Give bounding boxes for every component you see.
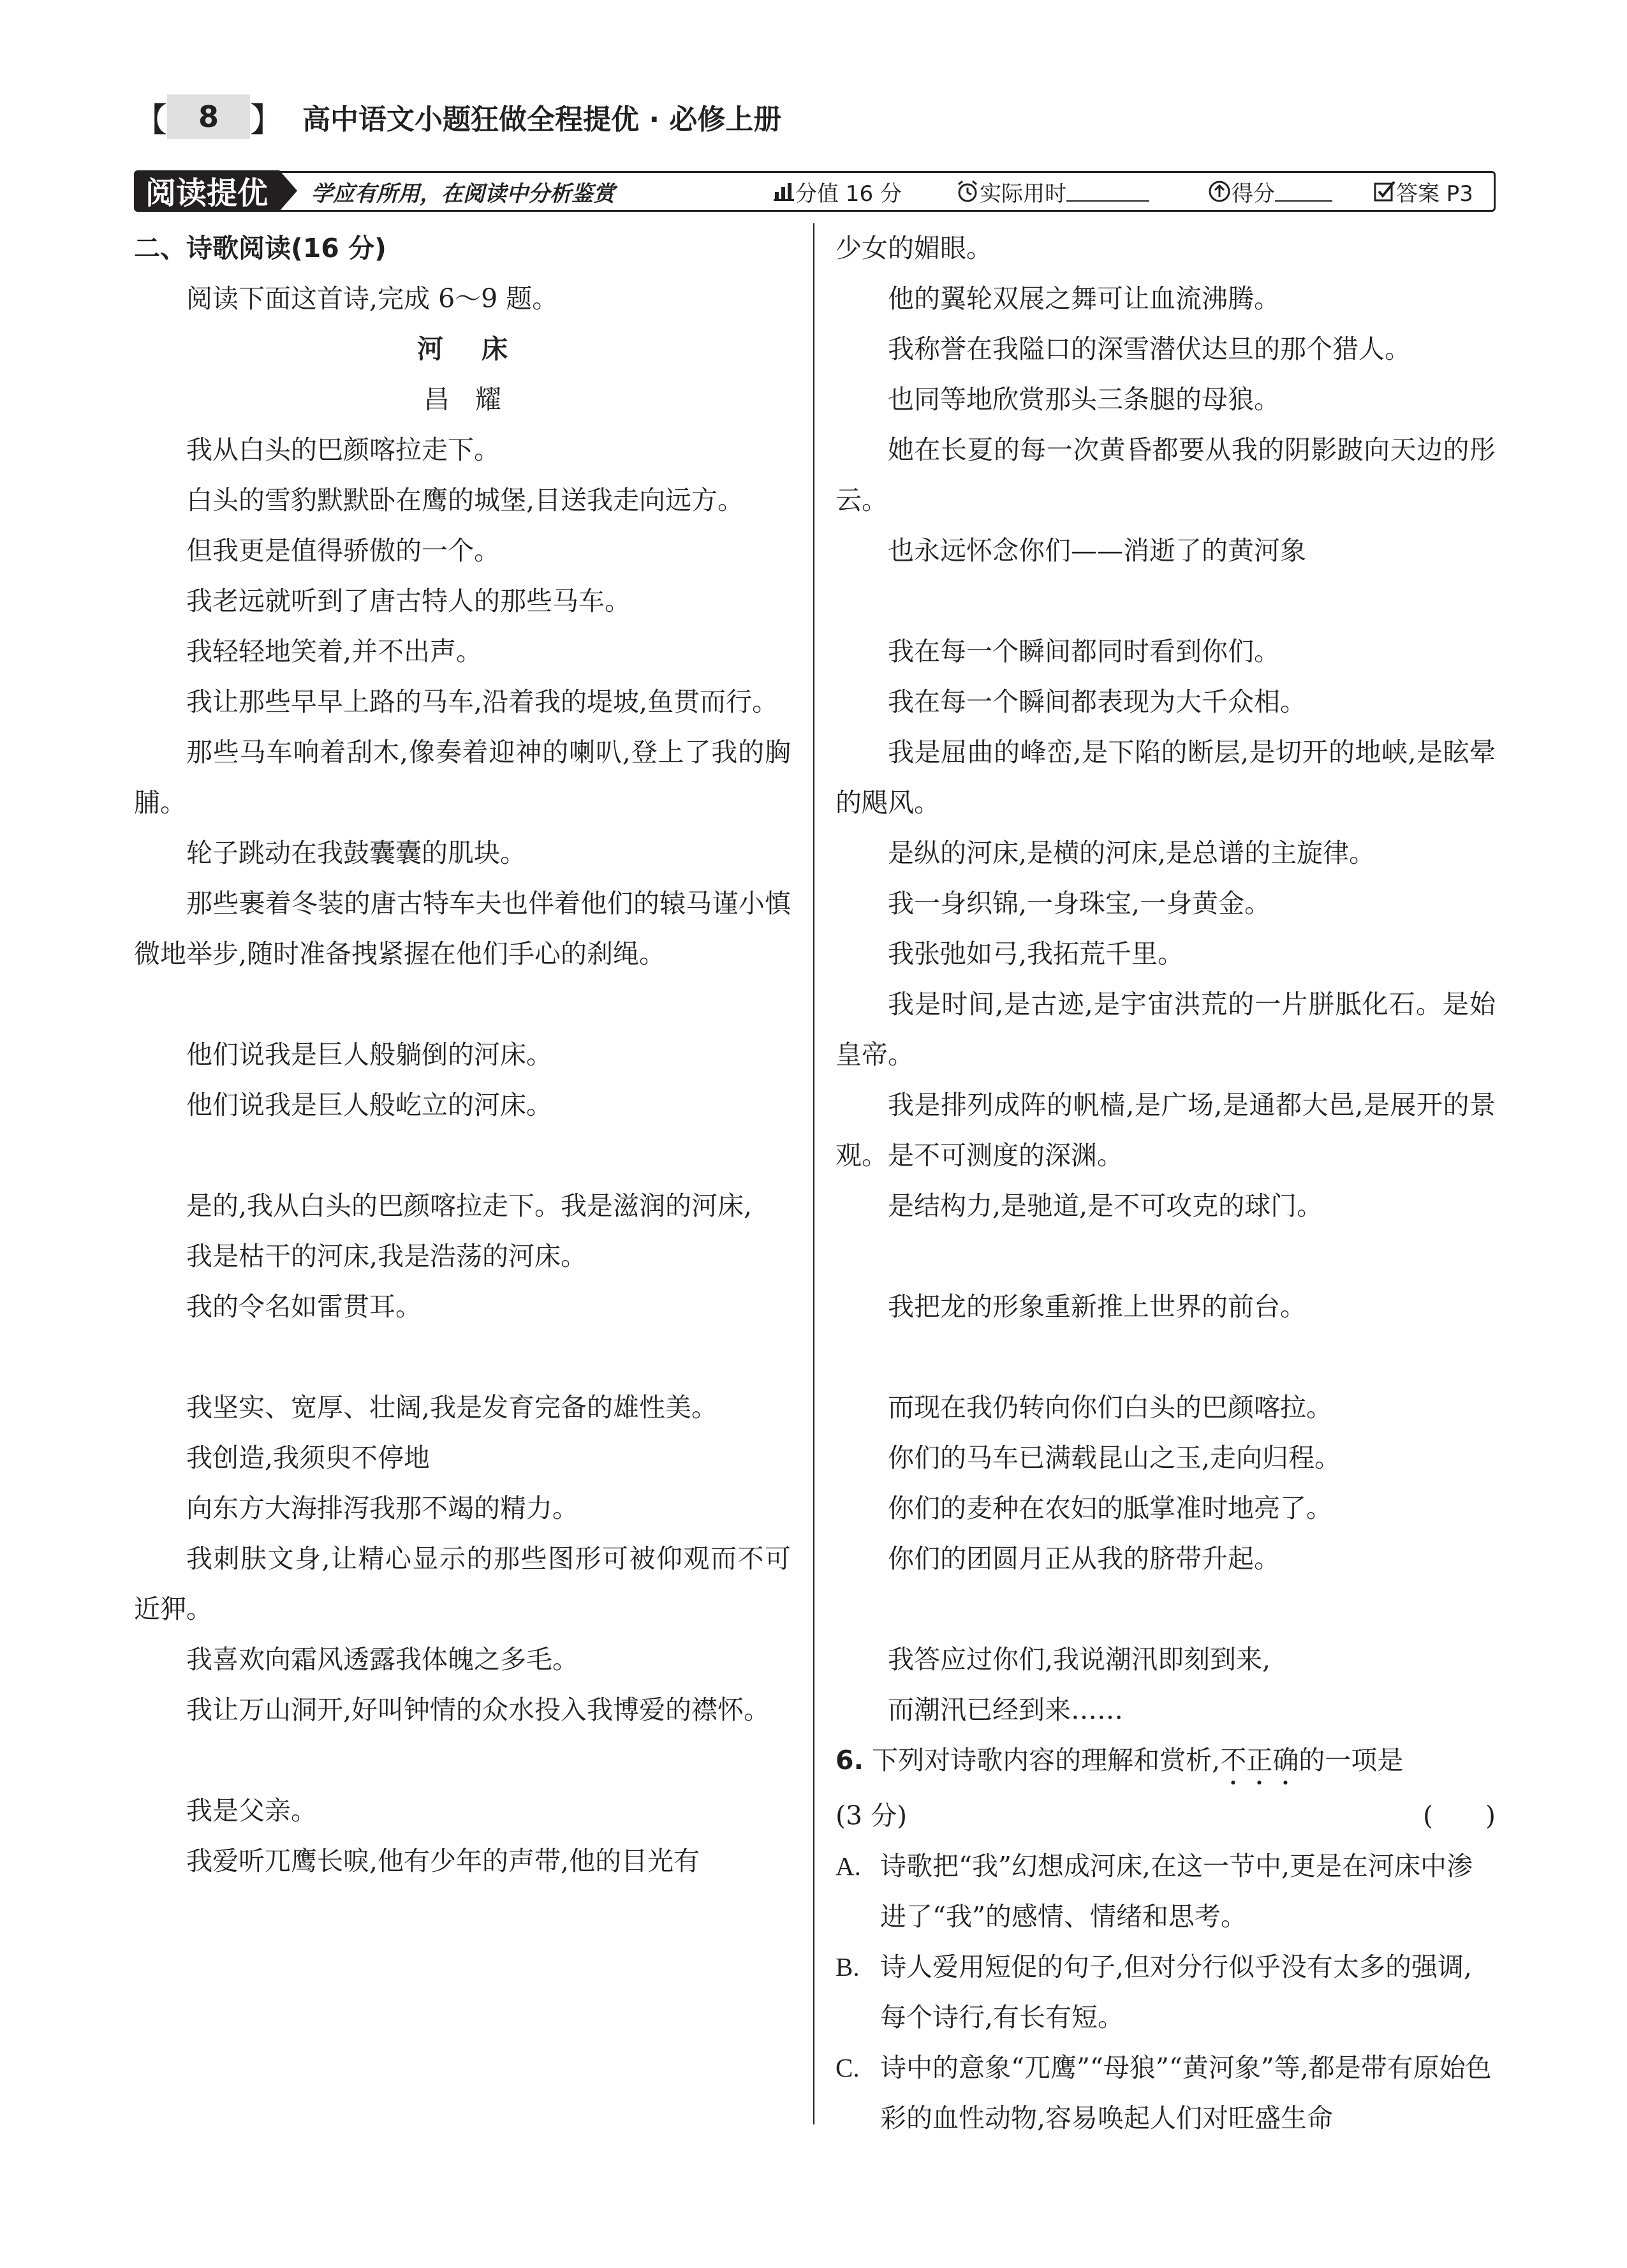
question-stem-after: 的一项是 [1299, 1745, 1404, 1775]
poem-line: 轮子跳动在我鼓囊囊的肌块。 [186, 838, 526, 868]
poem-line: 我让万山洞开,好叫钟情的众水投入我博爱的襟怀。 [186, 1694, 770, 1725]
poem-line: 我是排列成阵的帆樯,是广场,是通都大邑,是展开的景观。是不可测度的深渊。 [836, 1090, 1496, 1171]
banner-badge: 阅读提优 [134, 170, 279, 211]
score-got-blank[interactable] [1275, 181, 1332, 202]
poem-line: 我张弛如弓,我拓荒千里。 [888, 938, 1184, 969]
time-used-blank[interactable] [1066, 181, 1149, 202]
poem-line: 我从白头的巴颜喀拉走下。 [186, 434, 500, 465]
left-column [134, 223, 791, 1886]
poem-title: 河床 [417, 334, 546, 364]
poem-line: 是纵的河床,是横的河床,是总谱的主旋律。 [888, 838, 1376, 868]
poem-line: 我喜欢向霜风透露我体魄之多毛。 [186, 1644, 578, 1675]
checkbox-icon [1373, 180, 1396, 203]
question-stem-before: 下列对诗歌内容的理解和赏析, [872, 1745, 1221, 1775]
question-score: (3 分) [836, 1800, 908, 1831]
poem-line: 我的令名如雷贯耳。 [186, 1291, 422, 1322]
poem-line: 我答应过你们,我说潮汛即刻到来, [888, 1644, 1271, 1675]
option-a[interactable] [836, 1841, 1496, 1942]
question-6-stem [836, 1735, 1496, 1791]
up-arrow-circle-icon [1207, 179, 1232, 204]
option-b[interactable] [836, 1942, 1496, 2043]
poem-line: 她在长夏的每一次黄昏都要从我的阴影跛向天边的彤云。 [836, 434, 1496, 515]
time-used-label: 实际用时 [980, 181, 1066, 207]
score-value-text: 分值 16 分 [795, 181, 902, 207]
poem-line: 是的,我从白头的巴颜喀拉走下。我是滋润的河床, [186, 1190, 753, 1221]
poem-line: 那些裹着冬装的唐古特车夫也伴着他们的辕马谨小慎微地举步,随时准备拽紧握在他们手心的刹绳。 [134, 888, 791, 969]
poem-line: 我是枯干的河床,我是浩荡的河床。 [186, 1241, 587, 1271]
poem-line: 是结构力,是驰道,是不可攻克的球门。 [888, 1190, 1323, 1221]
stanza-gap [134, 979, 791, 1030]
poem-line: 我爱听兀鹰长唳,他有少年的声带,他的目光有 [186, 1846, 700, 1876]
question-number: 6. [836, 1745, 864, 1775]
question-stem-emphasis: 不正确 [1220, 1745, 1299, 1775]
poem-line: 少女的媚眼。 [836, 233, 992, 263]
poem-line: 我让那些早早上路的马车,沿着我的堤坡,鱼贯而行。 [186, 686, 779, 717]
option-text: 诗歌把“我”幻想成河床,在这一节中,更是在河床中渗进了“我”的感情、情绪和思考。 [880, 1851, 1473, 1932]
poem-line: 而现在我仍转向你们白头的巴颜喀拉。 [888, 1392, 1332, 1423]
poem-line: 我在每一个瞬间都表现为大千众相。 [888, 686, 1306, 717]
book-title: 高中语文小题狂做全程提优 · 必修上册 [302, 103, 782, 136]
stanza-gap [836, 1231, 1496, 1282]
option-text: 诗中的意象“兀鹰”“母狼”“黄河象”等,都是带有原始色彩的血性动物,容易唤起人们对旺盛生命 [880, 2052, 1492, 2133]
right-bracket: 】 [250, 101, 284, 140]
poem-line: 白头的雪豹默默卧在鹰的城堡,目送我走向远方。 [186, 485, 744, 515]
page-header [134, 94, 1492, 139]
poem-line: 他们说我是巨人般屹立的河床。 [186, 1090, 552, 1120]
instruction: 阅读下面这首诗,完成 6～9 题。 [186, 283, 559, 314]
stanza-gap [836, 1332, 1496, 1382]
option-letter: C. [836, 2053, 860, 2082]
column-divider [813, 223, 814, 2124]
answer-ref [1373, 176, 1473, 207]
poem-line: 我老远就听到了唐古特人的那些马车。 [186, 586, 631, 616]
poem-line: 我轻轻地笑着,并不出声。 [186, 636, 483, 667]
answer-paren[interactable]: ( ) [1423, 1800, 1496, 1831]
poem-line: 我是时间,是古迹,是宇宙洪荒的一片胼胝化石。是始皇帝。 [836, 989, 1496, 1070]
reading-banner [134, 171, 1496, 212]
score-value [774, 176, 902, 207]
poem-line: 你们的团圆月正从我的脐带升起。 [888, 1543, 1280, 1574]
poem-line: 那些马车响着刮木,像奏着迎神的喇叭,登上了我的胸脯。 [134, 737, 791, 818]
stanza-gap [134, 1130, 791, 1181]
poem-line: 也永远怀念你们——消逝了的黄河象 [888, 535, 1306, 566]
stanza-gap [836, 1584, 1496, 1634]
alarm-clock-icon [955, 179, 980, 204]
banner-slogan: 学应有所用，在阅读中分析鉴赏 [311, 181, 615, 207]
poem-line: 我是父亲。 [186, 1795, 317, 1826]
poem-line: 我把龙的形象重新推上世界的前台。 [888, 1291, 1306, 1322]
option-text: 诗人爱用短促的句子,但对分行似乎没有太多的强调,每个诗行,有长有短。 [880, 1952, 1473, 2033]
poem-line: 而潮汛已经到来…… [888, 1694, 1123, 1725]
answer-ref-text: 答案 P3 [1396, 181, 1473, 207]
stanza-gap [134, 1735, 791, 1786]
poem-line: 他的翼轮双展之舞可让血流沸腾。 [888, 283, 1280, 314]
poem-line: 我坚实、宽厚、壮阔,我是发育完备的雄性美。 [186, 1392, 718, 1423]
score-got [1207, 176, 1332, 207]
option-letter: B. [836, 1952, 860, 1982]
left-bracket: 【 [134, 101, 168, 140]
poem-line: 你们的麦种在农妇的胝掌准时地亮了。 [888, 1493, 1332, 1523]
poem-line: 你们的马车已满载昆山之玉,走向归程。 [888, 1442, 1341, 1473]
stanza-gap [836, 576, 1496, 626]
poem-line: 我是屈曲的峰峦,是下陷的断层,是切开的地峡,是眩晕的飓风。 [836, 737, 1496, 818]
option-letter: A. [836, 1851, 861, 1881]
section-heading: 二、诗歌阅读(16 分) [134, 233, 387, 263]
poem-line: 我创造,我须臾不停地 [186, 1442, 431, 1473]
score-got-label: 得分 [1232, 181, 1275, 207]
stanza-gap [134, 1332, 791, 1382]
right-column [836, 223, 1496, 2144]
page-number: 8 [167, 94, 250, 139]
time-used [955, 176, 1149, 207]
poem-line: 也同等地欣赏那头三条腿的母狼。 [888, 384, 1280, 415]
question-6-score-line [836, 1791, 1496, 1841]
poem-line: 我刺肤文身,让精心显示的那些图形可被仰观而不可近狎。 [134, 1543, 791, 1624]
option-c[interactable] [836, 2043, 1496, 2144]
poem-author: 昌耀 [423, 384, 527, 415]
poem-line: 但我更是值得骄傲的一个。 [186, 535, 500, 566]
poem-line: 我称誉在我隘口的深雪潜伏达旦的那个猎人。 [888, 334, 1411, 364]
poem-line: 向东方大海排泻我那不竭的精力。 [186, 1493, 578, 1523]
bar-chart-icon [774, 182, 795, 201]
poem-line: 他们说我是巨人般躺倒的河床。 [186, 1039, 552, 1070]
poem-line: 我一身织锦,一身珠宝,一身黄金。 [888, 888, 1271, 919]
poem-line: 我在每一个瞬间都同时看到你们。 [888, 636, 1280, 667]
